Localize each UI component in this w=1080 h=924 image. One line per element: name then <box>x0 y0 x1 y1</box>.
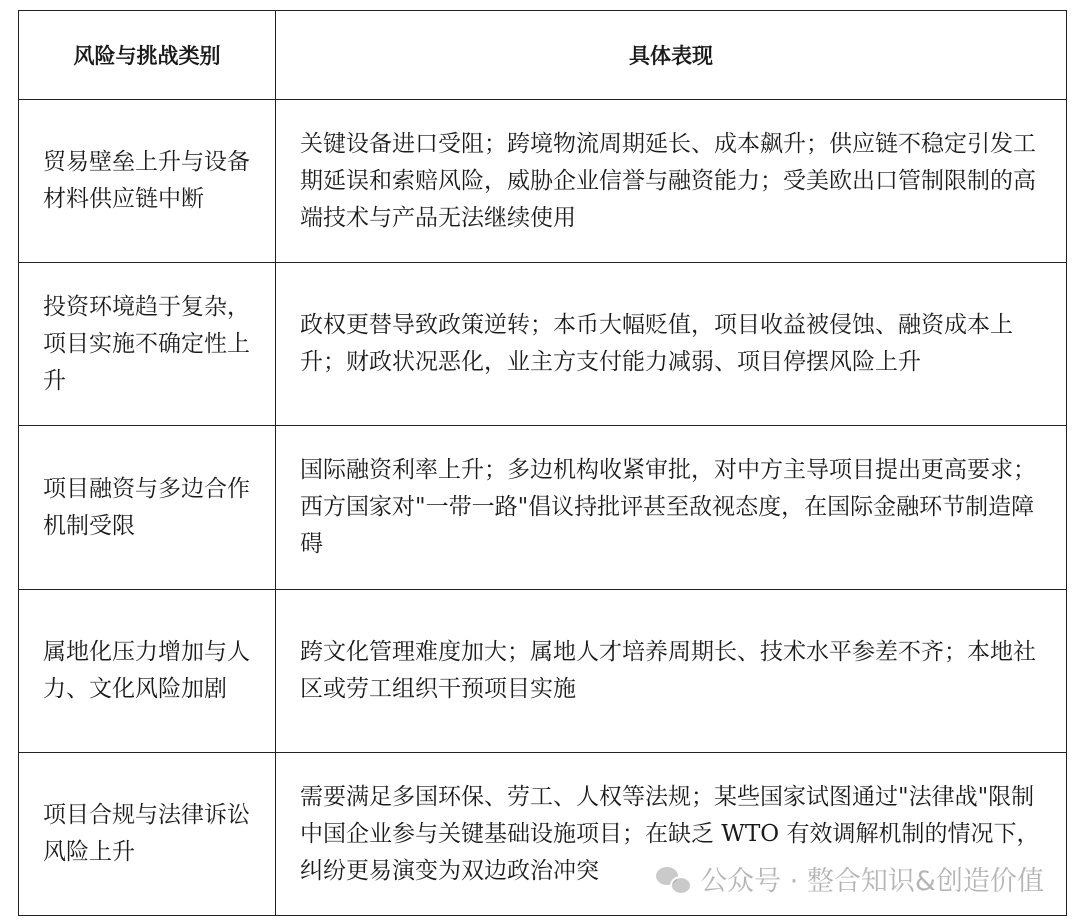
risk-table <box>18 10 1067 916</box>
table-row <box>19 263 1067 426</box>
details-cell: 国际融资利率上升；多边机构收紧审批，对中方主导项目提出更高要求；西方国家对"一带一路"倡议持批评甚至敌视态度，在国际金融环节制造障碍 <box>276 426 1067 590</box>
table-row <box>19 590 1067 753</box>
details-cell: 政权更替导致政策逆转；本币大幅贬值，项目收益被侵蚀、融资成本上升；财政状况恶化，业主方支付能力减弱、项目停摆风险上升 <box>276 263 1067 426</box>
header-category: 风险与挑战类别 <box>19 11 276 100</box>
category-cell: 投资环境趋于复杂，项目实施不确定性上升 <box>19 263 276 426</box>
details-cell: 关键设备进口受阻；跨境物流周期延长、成本飙升；供应链不稳定引发工期延误和索赔风险，威胁企业信誉与融资能力；受美欧出口管制限制的高端技术与产品无法继续使用 <box>276 100 1067 263</box>
details-cell: 需要满足多国环保、劳工、人权等法规；某些国家试图通过"法律战"限制中国企业参与关键基础设施项目；在缺乏 WTO 有效调解机制的情况下，纠纷更易演变为双边政治冲突 <box>276 753 1067 916</box>
table-row <box>19 100 1067 263</box>
category-cell: 项目融资与多边合作机制受限 <box>19 426 276 590</box>
table-header-row <box>19 11 1067 100</box>
table-row <box>19 426 1067 590</box>
category-cell: 项目合规与法律诉讼风险上升 <box>19 753 276 916</box>
header-details: 具体表现 <box>276 11 1067 100</box>
table-row <box>19 753 1067 916</box>
details-cell: 跨文化管理难度加大；属地人才培养周期长、技术水平参差不齐；本地社区或劳工组织干预项目实施 <box>276 590 1067 753</box>
category-cell: 属地化压力增加与人力、文化风险加剧 <box>19 590 276 753</box>
category-cell: 贸易壁垒上升与设备材料供应链中断 <box>19 100 276 263</box>
watermark-text: 公众号 · 整合知识&创造价值 <box>700 866 1044 897</box>
